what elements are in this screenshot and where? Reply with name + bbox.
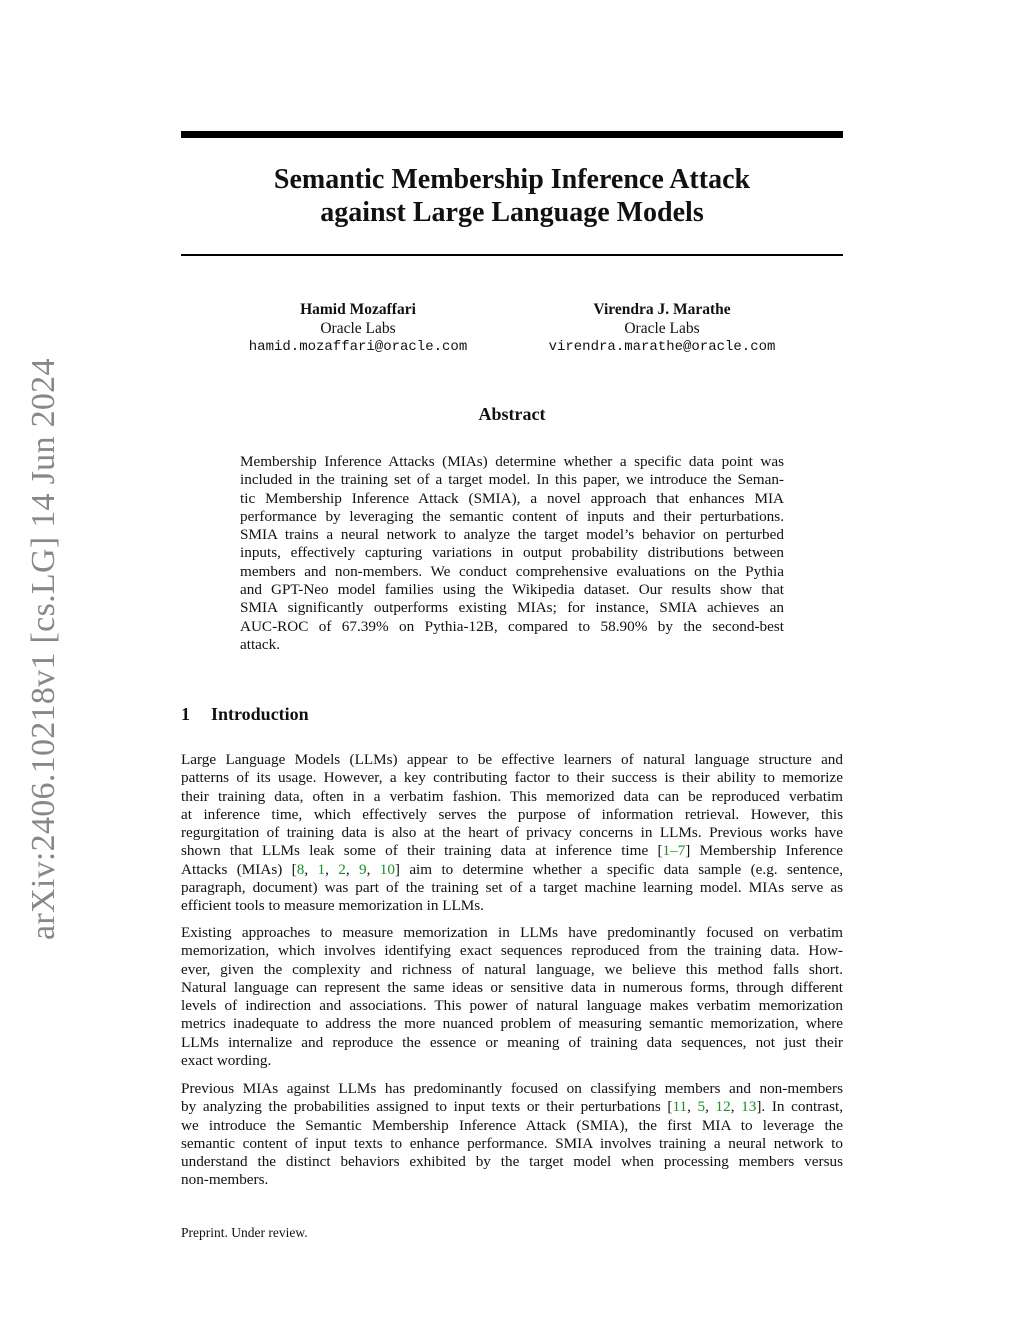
footer-note: Preprint. Under review. (181, 1225, 308, 1240)
paragraph-line: LLMs internalize and reproduce the essence or meaning of training data sequences, not just their (181, 1033, 843, 1051)
paragraph-line: by analyzing the probabilities assigned to input texts or their perturbations [11, 5, 12, 13]. In contrast, (181, 1098, 844, 1116)
paragraph-line: Natural language can represent the same ideas or sensitive data in numerous forms, through different (181, 978, 843, 996)
paragraph-line: semantic content of input texts to enhance performance. SMIA involves training a neural network to (181, 1134, 843, 1152)
author-block-1 (193, 300, 523, 357)
paper-title (181, 163, 843, 229)
abstract-body (240, 453, 784, 654)
citation-link[interactable]: 12 (715, 1098, 731, 1116)
intro-paragraph-2 (181, 924, 843, 1070)
citation-link[interactable]: 10 (379, 860, 395, 878)
paragraph-line: ever, given the complexity and richness of natural language, we believe this method falls short. (181, 960, 843, 978)
paragraph-line (181, 842, 843, 860)
paragraph-line: regurgitation of training data is also at the heart of privacy concerns in LLMs. Previous works have (181, 824, 843, 842)
author-name: Virendra J. Marathe (593, 301, 731, 318)
paragraph-line: efficient tools to measure memorization in LLMs. (181, 897, 484, 915)
author-email[interactable]: hamid.mozaffari@oracle.com (248, 339, 468, 355)
title-line-2: against Large Language Models (320, 197, 704, 228)
title-bottom-rule (181, 254, 843, 256)
paragraph-line: levels of indirection and associations. This power of natural language makes verbatim memorization (181, 997, 843, 1015)
abstract-line: tic Membership Inference Attack (SMIA), a novel approach that enhances MIA (240, 489, 784, 507)
text-segment: ]. In contrast, (756, 1098, 844, 1116)
citation-link[interactable]: 13 (741, 1098, 757, 1116)
text-segment: by analyzing the probabilities assigned to input texts or their perturbations [ (181, 1098, 673, 1116)
abstract-line: AUC-ROC of 67.39% on Pythia-12B, compared to 58.90% by the second-best (240, 617, 784, 635)
citation-link[interactable]: 11 (672, 1098, 688, 1116)
paragraph-line: Large Language Models (LLMs) appear to be effective learners of natural language structure and (181, 751, 843, 768)
abstract-line: SMIA trains a neural network to analyze the target model’s behavior on perturbed (240, 526, 784, 544)
section-heading-introduction (181, 704, 309, 725)
paragraph-line: exact wording. (181, 1052, 272, 1070)
paragraph-line: understand the distinct behaviors exhibited by the target model when processing members versus (181, 1153, 843, 1171)
author-block-2 (497, 300, 827, 357)
paragraph-line: Existing approaches to measure memorization in LLMs have predominantly focused on verbatim (181, 924, 843, 941)
abstract-line: and GPT-Neo model families using the Wikipedia dataset. Our results show that (240, 581, 784, 599)
citation-link[interactable]: 1 (317, 860, 326, 878)
abstract-heading: Abstract (478, 404, 546, 424)
text-segment: Attacks (MIAs) [ (181, 860, 297, 878)
citation-link[interactable]: 9 (358, 860, 367, 878)
citation-link[interactable]: 2 (338, 860, 346, 878)
title-top-rule (181, 131, 843, 138)
abstract-line: inputs, effectively capturing variations in output probability distributions between (240, 544, 784, 562)
intro-paragraph-3 (181, 1080, 843, 1190)
author-affiliation: Oracle Labs (320, 320, 396, 337)
paragraph-line: at inference time, which effectively serves the purpose of information retrieval. However, this (181, 805, 843, 823)
author-affiliation: Oracle Labs (624, 320, 700, 337)
paragraph-line: we introduce the Semantic Membership Inference Attack (SMIA), the first MIA to leverage the (181, 1116, 843, 1134)
section-title: Introduction (211, 704, 309, 724)
intro-paragraph-1 (181, 751, 843, 916)
citation-link[interactable]: 8 (296, 860, 305, 878)
paragraph-line: patterns of its usage. However, a key contributing factor to their success is their ability to memorize (181, 769, 843, 787)
citation-link[interactable]: 5 (697, 1098, 706, 1116)
text-segment: ] Membership Inference (685, 842, 843, 860)
paragraph-line: metrics inadequate to address the more nuanced problem of measuring semantic memorization, where (181, 1015, 843, 1033)
paragraph-line: their training data, often in a verbatim fashion. This memorized data can be reproduced verbatim (181, 787, 843, 805)
arxiv-identifier: arXiv:2406.10218v1 [cs.LG] 14 Jun 2024 (25, 358, 62, 940)
abstract-line: performance by leveraging the semantic content of inputs and their perturbations. (240, 507, 784, 525)
abstract-line: included in the training set of a target model. In this paper, we introduce the Seman- (240, 471, 784, 489)
section-number: 1 (181, 704, 190, 724)
text-segment: ] aim to determine whether a specific data sample (e.g. sentence, (394, 860, 844, 878)
paragraph-line: Attacks (MIAs) [8, 1, 2, 9, 10] aim to determine whether a specific data sample (e.g. sentence, (181, 860, 844, 878)
abstract-line: SMIA significantly outperforms existing MIAs; for instance, SMIA achieves an (240, 599, 784, 617)
paragraph-line: non-members. (181, 1171, 269, 1189)
author-email[interactable]: virendra.marathe@oracle.com (548, 339, 776, 355)
abstract-line: members and non-members. We conduct comprehensive evaluations on the Pythia (240, 562, 784, 580)
citation-link[interactable]: 1–7 (662, 842, 686, 860)
title-line-1: Semantic Membership Inference Attack (273, 164, 751, 195)
abstract-line: attack. (240, 635, 281, 653)
author-name: Hamid Mozaffari (300, 301, 416, 318)
paragraph-line: Previous MIAs against LLMs has predominantly focused on classifying members and non-members (181, 1080, 843, 1097)
abstract-line: Membership Inference Attacks (MIAs) determine whether a specific data point was (240, 453, 784, 470)
text-segment: shown that LLMs leak some of their training data at inference time [ (181, 842, 663, 860)
paragraph-line: paragraph, document) was part of the training set of a target machine learning model. MIAs serve as (181, 879, 843, 897)
paragraph-line: memorization, which involves identifying exact sequences reproduced from the training data. How- (181, 942, 843, 960)
